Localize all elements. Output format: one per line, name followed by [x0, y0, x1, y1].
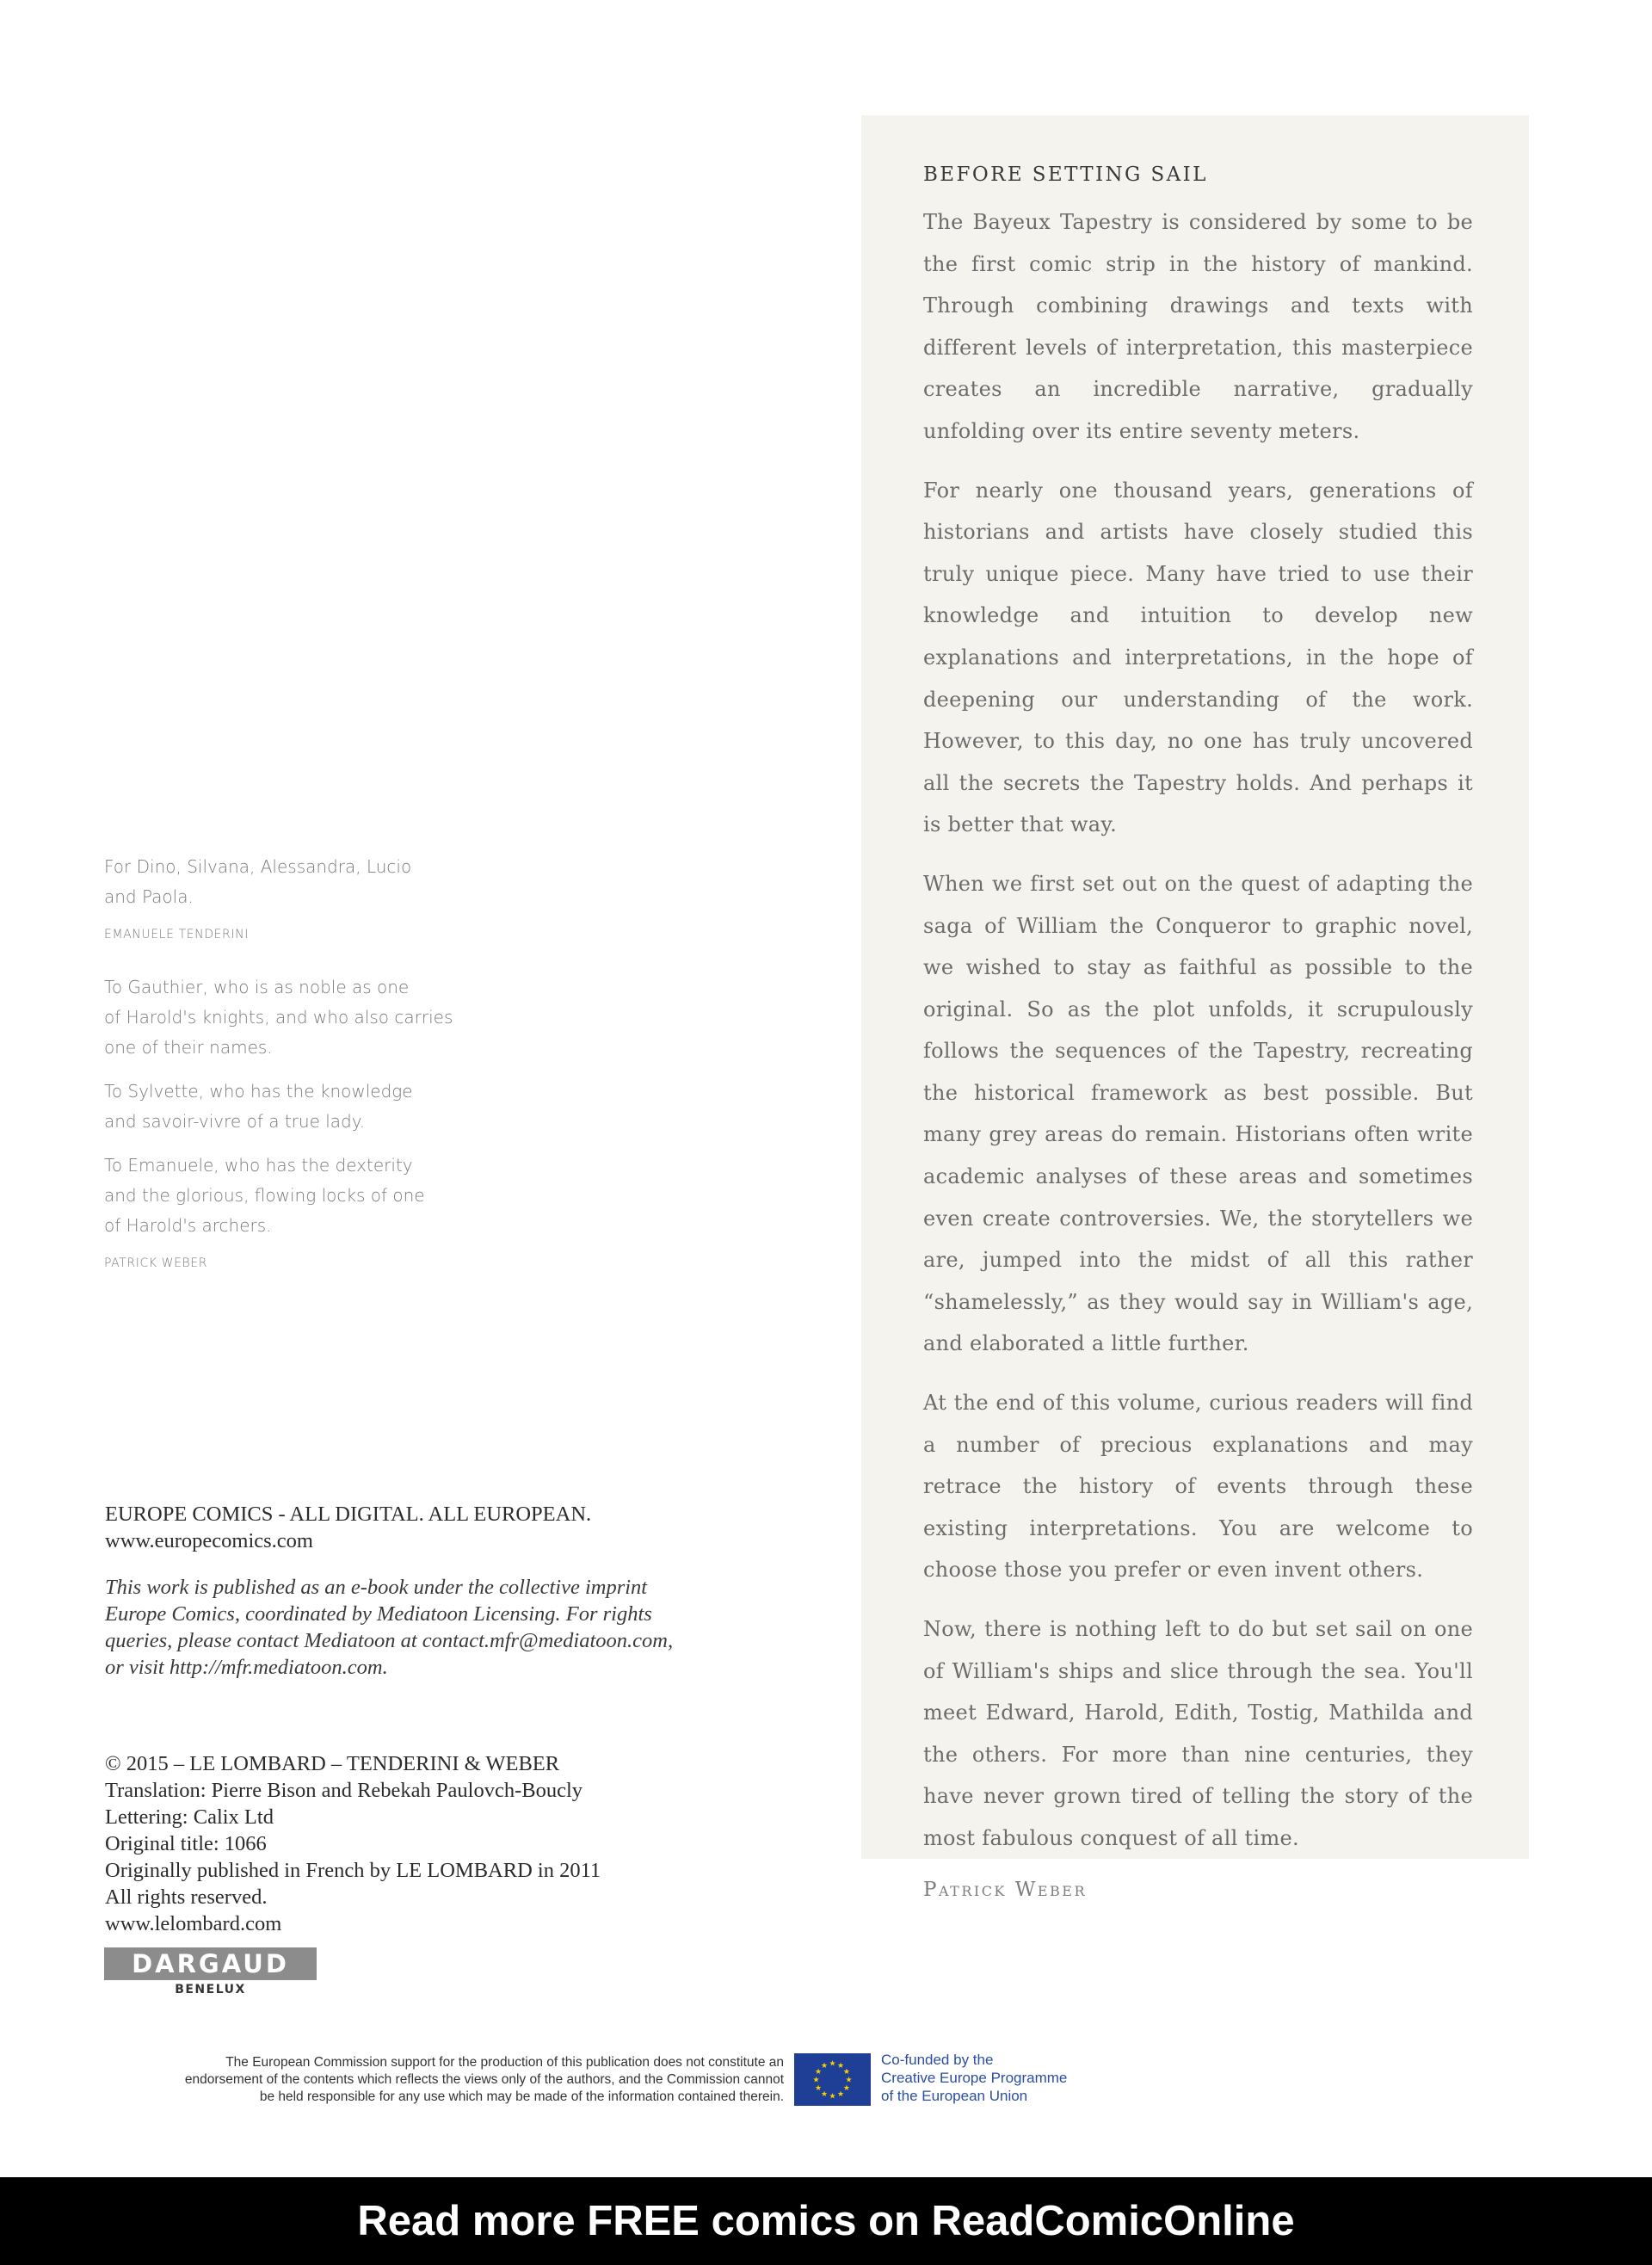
notice-line: This work is published as an e-book under the collective imprint	[105, 1576, 648, 1599]
dedication-line: and savoir-vivre of a true lady.	[104, 1111, 366, 1132]
notice-line: queries, please contact Mediatoon at contact.mfr@mediatoon.com,	[105, 1629, 674, 1652]
notice-line: Europe Comics, coordinated by Mediatoon Licensing. For rights	[105, 1602, 652, 1626]
eu-disclaimer-line: The European Commission support for the production of this publication does not constitute an	[225, 2055, 784, 2070]
credits-block	[105, 1750, 759, 1937]
publication-notice	[105, 1574, 759, 1681]
eu-star-icon: ★	[829, 2058, 836, 2068]
eu-star-icon: ★	[829, 2091, 836, 2101]
eu-star-icon: ★	[812, 2075, 820, 2084]
europe-comics-block	[105, 1501, 759, 1681]
eu-cofunded	[881, 2051, 1156, 2105]
eu-star-icon: ★	[842, 2067, 850, 2076]
eu-cofunded-line: Creative Europe Programme	[881, 2070, 1068, 2086]
eu-stars	[794, 2053, 871, 2106]
dedication-line: of Harold's knights, and who also carries	[104, 1007, 453, 1028]
dedication-line: and the glorious, flowing locks of one	[104, 1185, 425, 1206]
eu-disclaimer-line: be held responsible for any use which may be made of the information contained therein.	[259, 2089, 784, 2104]
credit-line: Originally published in French by LE LOMBARD in 2011	[105, 1859, 601, 1882]
dedications	[104, 852, 465, 1301]
credit-line: Lettering: Calix Ltd	[105, 1805, 274, 1829]
lelombard-link[interactable]: www.lelombard.com	[105, 1912, 282, 1935]
preface-panel	[861, 115, 1529, 1901]
dedication-line: and Paola.	[104, 886, 194, 907]
dedication-line: For Dino, Silvana, Alessandra, Lucio	[104, 856, 412, 877]
eu-star-icon: ★	[820, 2061, 829, 2071]
eu-star-icon: ★	[836, 2061, 845, 2071]
eu-star-icon: ★	[815, 2067, 823, 2076]
eu-disclaimer-line: endorsement of the contents which reflects the views only of the authors, and the Commission cannot	[184, 2072, 784, 2087]
eu-disclaimer	[86, 2054, 784, 2106]
preface-paragraph: When we first set out on the quest of adapting the saga of William the Conqueror to graphic novel, we wished to stay as faithful as possible to the original. So as the plot unfolds, it scrupulously follows the sequences of the Tapestry, recreating the historical framework as best possible. But many grey areas do remain. Historians often write academic analyses of these areas and sometimes even create controversies. We, the storytellers we are, jumped into the midst of all this rather “shamelessly,” as they would say in William's age, and elaborated a little further.	[923, 871, 1473, 1356]
eu-star-icon: ★	[845, 2075, 853, 2084]
promo-banner-text: Read more FREE comics on ReadComicOnline	[357, 2198, 1295, 2244]
credit-line: Original title: 1066	[105, 1832, 267, 1855]
promo-banner[interactable]	[0, 2177, 1652, 2265]
credit-line: All rights reserved.	[105, 1885, 268, 1909]
eu-flag-icon	[794, 2053, 871, 2106]
eu-cofunded-line: of the European Union	[881, 2088, 1028, 2104]
dargaud-logo-sub: BENELUX	[175, 1983, 246, 1997]
credit-line: © 2015 – LE LOMBARD – TENDERINI & WEBER	[105, 1752, 560, 1775]
dedication-line: of Harold's archers.	[104, 1215, 272, 1236]
preface-signature: Patrick Weber	[923, 1878, 1088, 1901]
europe-comics-tagline: EUROPE COMICS - ALL DIGITAL. ALL EUROPEAN.	[105, 1503, 592, 1526]
eu-star-icon: ★	[836, 2089, 845, 2098]
preface-paragraph: The Bayeux Tapestry is considered by some to be the first comic strip in the history of mankind. Through combining drawings and texts with different levels of interpretation, this masterpiece creates an incredible narrative, gradually unfolding over its entire seventy meters.	[923, 210, 1473, 443]
preface-paragraph: At the end of this volume, curious readers will find a number of precious explanations and may retrace the history of events through these existing interpretations. You are welcome to choose those you prefer or even invent others.	[923, 1391, 1473, 1583]
dedication-line: To Gauthier, who is as noble as one	[104, 977, 410, 997]
preface-paragraph: For nearly one thousand years, generations of historians and artists have closely studied this truly unique piece. Many have tried to use their knowledge and intuition to develop new explanations and interpretations, in the hope of deepening our understanding of the work. However, to this day, no one has truly uncovered all the secrets the Tapestry holds. And perhaps it is better that way.	[923, 478, 1473, 837]
eu-cofunded-line: Co-funded by the	[881, 2052, 994, 2068]
preface-paragraph: Now, there is nothing left to do but set sail on one of William's ships and slice through the sea. You'll meet Edward, Harold, Edith, Tostig, Mathilda and the others. For more than nine centuries, they have never grown tired of telling the story of the most fabulous conquest of all time.	[923, 1617, 1473, 1850]
europe-comics-link[interactable]: www.europecomics.com	[105, 1529, 313, 1552]
dedication-line: To Emanuele, who has the dexterity	[104, 1155, 413, 1176]
preface-title: BEFORE SETTING SAIL	[923, 164, 1208, 186]
dargaud-logo	[104, 1947, 317, 1997]
dedication-author: PATRICK WEBER	[104, 1256, 208, 1270]
eu-star-icon: ★	[815, 2083, 823, 2092]
dedication-author: EMANUELE TENDERINI	[104, 928, 249, 941]
eu-star-icon: ★	[842, 2083, 850, 2092]
dedication-line: one of their names.	[104, 1037, 273, 1058]
notice-line: or visit http://mfr.mediatoon.com.	[105, 1656, 388, 1679]
dargaud-logo-name: DARGAUD	[104, 1947, 317, 1980]
eu-star-icon: ★	[820, 2089, 829, 2098]
credit-line: Translation: Pierre Bison and Rebekah Paulovch-Boucly	[105, 1779, 583, 1802]
dedication-line: To Sylvette, who has the knowledge	[104, 1081, 413, 1102]
